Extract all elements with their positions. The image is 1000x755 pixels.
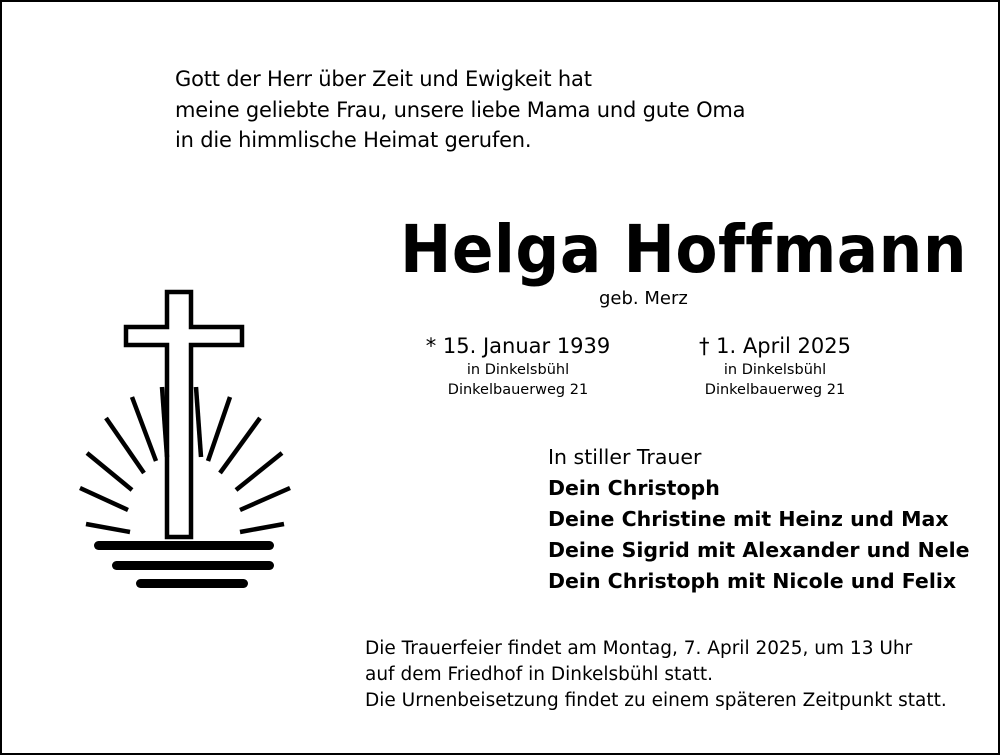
funeral-line: auf dem Friedhof in Dinkelsbühl statt. xyxy=(365,664,713,685)
mourners-heading: In stiller Trauer xyxy=(548,445,702,469)
intro-text xyxy=(175,64,745,156)
death-date: † 1. April 2025 xyxy=(698,334,851,358)
mourner-line: Deine Sigrid mit Alexander und Nele xyxy=(548,538,970,562)
birth-address: Dinkelbauerweg 21 xyxy=(447,382,589,398)
cross-sunrise-icon xyxy=(72,287,302,596)
maiden-name: geb. Merz xyxy=(599,288,688,309)
birth-info xyxy=(418,332,618,400)
mourners-list xyxy=(548,442,970,597)
death-place: in Dinkelsbühl xyxy=(723,362,827,378)
intro-line: in die himmlische Heimat gerufen. xyxy=(175,128,532,152)
funeral-line: Die Trauerfeier findet am Montag, 7. April 2025, um 13 Uhr xyxy=(365,638,913,659)
death-address: Dinkelbauerweg 21 xyxy=(704,382,846,398)
intro-line: meine geliebte Frau, unsere liebe Mama und gute Oma xyxy=(175,97,746,122)
deceased-name: Helga Hoffmann xyxy=(400,211,967,288)
intro-line: Gott der Herr über Zeit und Ewigkeit hat xyxy=(175,67,592,91)
mourner-line: Dein Christoph xyxy=(548,476,720,500)
death-info xyxy=(675,332,875,400)
funeral-info xyxy=(365,636,947,714)
mourner-line: Deine Christine mit Heinz und Max xyxy=(548,507,949,531)
funeral-line: Die Urnenbeisetzung findet zu einem späteren Zeitpunkt statt. xyxy=(365,690,947,711)
mourner-line: Dein Christoph mit Nicole und Felix xyxy=(548,569,957,593)
birth-date: * 15. Januar 1939 xyxy=(425,334,611,358)
birth-place: in Dinkelsbühl xyxy=(466,362,570,378)
